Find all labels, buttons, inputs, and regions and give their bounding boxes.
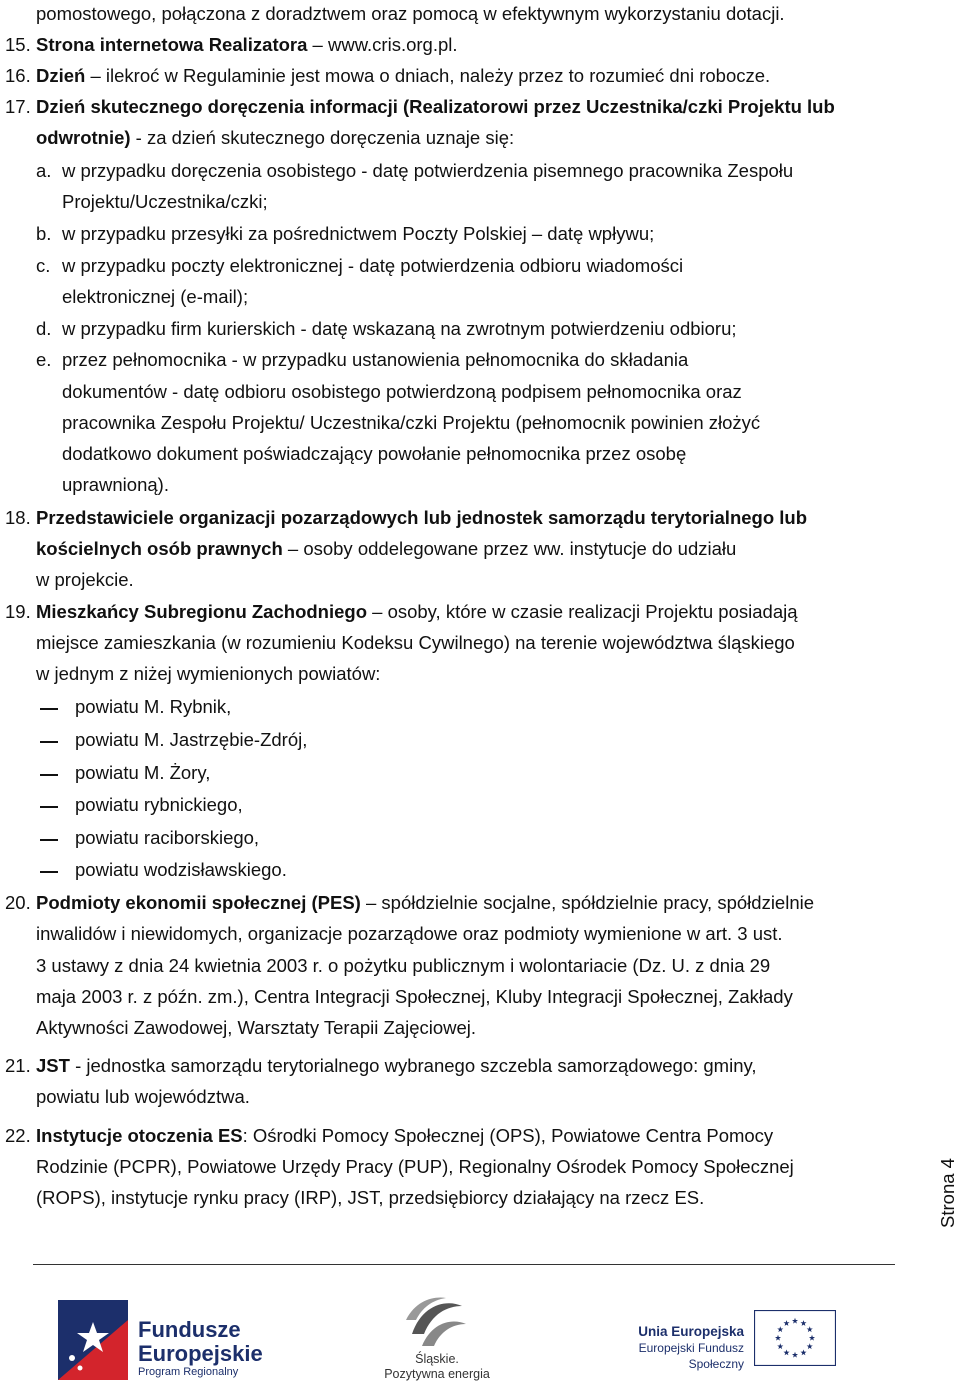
text-line <box>36 33 458 57</box>
list-dash-icon <box>40 708 58 710</box>
page-number-label: Strona 4 <box>937 1158 958 1228</box>
text-run: Projektu/Uczestnika/czki; <box>62 191 268 212</box>
list-marker: d. <box>36 318 52 339</box>
text-line <box>75 858 287 882</box>
fe-star-flag-icon <box>58 1300 128 1380</box>
bold-term: Instytucje otoczenia ES <box>36 1125 243 1146</box>
text-line <box>75 793 243 817</box>
eu-flag-icon <box>754 1310 836 1366</box>
text-line <box>36 600 884 624</box>
text-run: powiatu M. Żory, <box>75 762 211 783</box>
text-line <box>36 2 785 26</box>
eu-logo-line1: Unia Europejska <box>638 1324 744 1339</box>
text-line <box>36 1016 476 1040</box>
text-run: w jednym z niżej wymienionych powiatów: <box>36 663 381 684</box>
text-line <box>36 64 770 88</box>
text-line <box>62 380 884 404</box>
text-run: dokumentów - datę odbioru osobistego potwierdzoną podpisem pełnomocnika oraz <box>62 381 742 402</box>
list-dash-icon <box>40 871 58 873</box>
bold-term: odwrotnie) <box>36 127 131 148</box>
list-marker: 16. <box>5 65 31 86</box>
fe-logo-line3: Program Regionalny <box>138 1366 239 1378</box>
text-run: 3 ustawy z dnia 24 kwietnia 2003 r. o pożytku publicznym i wolontariacie (Dz. U. z dnia 29 <box>36 955 771 976</box>
text-line <box>62 317 737 341</box>
text-line <box>36 1054 884 1078</box>
text-run: w przypadku firm kurierskich - datę wskazaną na zwrotnym potwierdzeniu odbioru; <box>62 318 737 339</box>
footer-divider <box>33 1264 895 1265</box>
text-run: Rodzinie (PCPR), Powiatowe Urzędy Pracy (PUP), Regionalny Ośrodek Pomocy Społecznej <box>36 1156 794 1177</box>
text-line <box>36 922 884 946</box>
list-marker: 18. <box>5 507 31 528</box>
text-run: - za dzień skutecznego doręczenia uznaje się: <box>130 127 515 148</box>
text-run: powiatu M. Jastrzębie-Zdrój, <box>75 729 308 750</box>
list-marker: 17. <box>5 96 31 117</box>
text-line <box>62 285 248 309</box>
text-line <box>36 985 884 1009</box>
list-marker: 20. <box>5 892 31 913</box>
text-line <box>62 473 169 497</box>
text-run: powiatu rybnickiego, <box>75 794 243 815</box>
list-dash-icon <box>40 806 58 808</box>
text-line <box>75 695 231 719</box>
text-run: miejsce zamieszkania (w rozumieniu Kodeksu Cywilnego) na terenie województwa śląskiego <box>36 632 795 653</box>
text-run: inwalidów i niewidomych, organizacje pozarządowe oraz podmioty wymienione w art. 3 ust. <box>36 923 783 944</box>
text-line <box>75 826 259 850</box>
text-line <box>75 728 307 752</box>
text-run: uprawnioną). <box>62 474 169 495</box>
text-line <box>36 1155 884 1179</box>
text-line <box>36 1124 884 1148</box>
list-marker: e. <box>36 349 52 370</box>
bold-term: JST <box>36 1055 70 1076</box>
slaskie-line2: Pozytywna energia <box>384 1367 490 1381</box>
text-line <box>36 954 884 978</box>
bold-term: Dzień skutecznego doręczenia informacji (Realizatorowi przez Uczestnika/czki Projektu lub <box>36 96 835 117</box>
list-marker: a. <box>36 160 52 181</box>
text-line <box>62 222 654 246</box>
text-line <box>36 95 884 119</box>
bold-term: kościelnych osób prawnych <box>36 538 283 559</box>
text-line <box>62 411 884 435</box>
bold-term: Podmioty ekonomii społecznej (PES) <box>36 892 361 913</box>
list-marker: 21. <box>5 1055 31 1076</box>
text-run: powiatu wodzisławskiego. <box>75 859 287 880</box>
list-marker: 22. <box>5 1125 31 1146</box>
text-line <box>36 662 380 686</box>
text-run: dodatkowo dokument poświadczający powołanie pełnomocnika przez osobę <box>62 443 687 464</box>
list-marker: b. <box>36 223 52 244</box>
slaskie-line1: Śląskie. <box>415 1352 459 1366</box>
list-marker: 15. <box>5 34 31 55</box>
text-run: elektronicznej (e-mail); <box>62 286 249 307</box>
text-line <box>36 631 884 655</box>
text-line <box>62 190 268 214</box>
text-run: - jednostka samorządu terytorialnego wybranego szczebla samorządowego: gminy, <box>69 1055 757 1076</box>
eu-efs-logo <box>612 1308 917 1378</box>
text-run: w przypadku poczty elektronicznej - datę potwierdzenia odbioru wiadomości <box>62 255 684 276</box>
slaskie-swoosh-icon <box>402 1294 472 1350</box>
text-line <box>75 761 210 785</box>
text-run: pracownika Zespołu Projektu/ Uczestnika/czki Projektu (pełnomocnik powinien złożyć <box>62 412 761 433</box>
text-run: Aktywności Zawodowej, Warsztaty Terapii Zajęciowej. <box>36 1017 477 1038</box>
text-run: – osoby, które w czasie realizacji Projektu posiadają <box>367 601 798 622</box>
text-run: w przypadku doręczenia osobistego - datę potwierdzenia pisemnego pracownika Zespołu <box>62 160 794 181</box>
text-run: – ilekroć w Regulaminie jest mowa o dniach, należy przez to rozumieć dni robocze. <box>85 65 771 86</box>
text-line <box>36 537 884 561</box>
list-dash-icon <box>40 774 58 776</box>
text-run: – www.cris.org.pl. <box>307 34 458 55</box>
list-dash-icon <box>40 741 58 743</box>
list-marker: c. <box>36 255 51 276</box>
text-run: w przypadku przesyłki za pośrednictwem Poczty Polskiej – datę wpływu; <box>62 223 655 244</box>
bold-term: Mieszkańcy Subregionu Zachodniego <box>36 601 367 622</box>
text-run: powiatu lub województwa. <box>36 1086 250 1107</box>
text-line <box>36 891 884 915</box>
text-run: maja 2003 r. z późn. zm.), Centra Integracji Społecznej, Kluby Integracji Społecznej, Zakłady <box>36 986 793 1007</box>
text-run: pomostowego, połączona z doradztwem oraz pomocą w efektywnym wykorzystaniu dotacji. <box>36 3 785 24</box>
text-run: powiatu raciborskiego, <box>75 827 260 848</box>
text-run: – spółdzielnie socjalne, spółdzielnie pracy, spółdzielnie <box>360 892 815 913</box>
slaskie-logo <box>372 1294 502 1394</box>
text-run: : Ośrodki Pomocy Społecznej (OPS), Powiatowe Centra Pomocy <box>242 1125 774 1146</box>
eu-logo-line2: Europejski Fundusz Społeczny <box>638 1341 744 1371</box>
text-line <box>36 1186 704 1210</box>
bold-term: Dzień <box>36 65 86 86</box>
list-marker: 19. <box>5 601 31 622</box>
text-run: – osoby oddelegowane przez ww. instytucje do udziału <box>282 538 737 559</box>
text-run: w projekcie. <box>36 569 134 590</box>
list-dash-icon <box>40 839 58 841</box>
text-run: przez pełnomocnika - w przypadku ustanowienia pełnomocnika do składania <box>62 349 689 370</box>
text-line <box>36 1085 250 1109</box>
text-line <box>62 254 884 278</box>
fundusze-europejskie-logo <box>58 1300 288 1392</box>
fe-logo-line1: Fundusze <box>138 1317 241 1342</box>
text-line <box>62 442 884 466</box>
text-run: powiatu M. Rybnik, <box>75 696 232 717</box>
page-number-vertical <box>918 1150 960 1236</box>
text-line <box>36 126 514 150</box>
bold-term: Przedstawiciele organizacji pozarządowych lub jednostek samorządu terytorialnego lub <box>36 507 808 528</box>
fe-logo-line2: Europejskie <box>138 1341 263 1366</box>
text-run: (ROPS), instytucje rynku pracy (IRP), JST, przedsiębiorcy działający na rzecz ES. <box>36 1187 705 1208</box>
text-line <box>36 568 134 592</box>
text-line <box>36 506 884 530</box>
text-line <box>62 348 884 372</box>
bold-term: Strona internetowa Realizatora <box>36 34 308 55</box>
text-line <box>62 159 884 183</box>
